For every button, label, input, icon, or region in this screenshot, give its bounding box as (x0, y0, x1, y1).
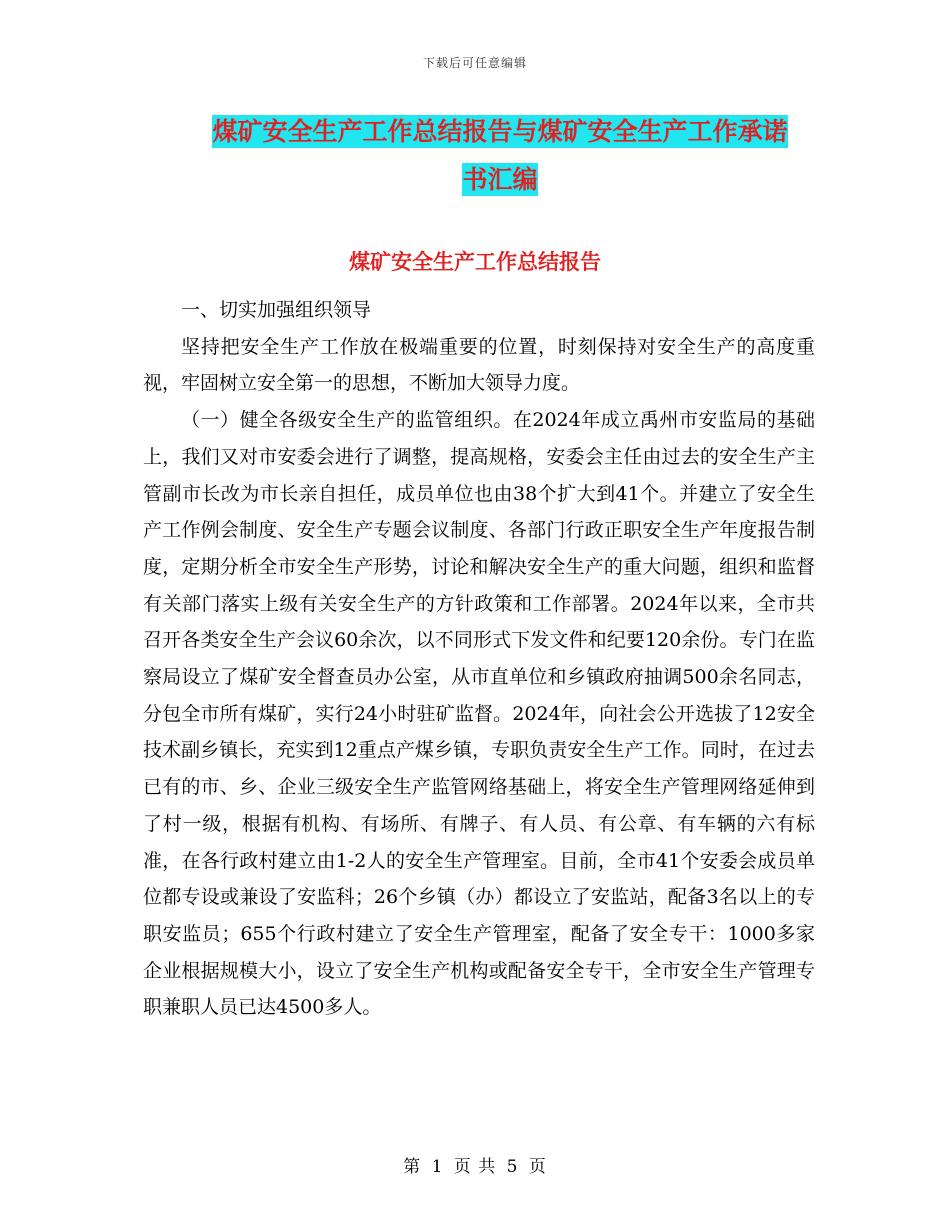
page-footer (0, 1152, 950, 1177)
document-title (140, 108, 860, 204)
section-title: 煤矿安全生产工作总结报告 (349, 250, 601, 274)
document-title-line-2: 书汇编 (462, 165, 538, 194)
heading-organization: 一、切实加强组织领导 (181, 299, 372, 321)
paragraph-intro: 坚持把安全生产工作放在极端重要的位置，时刻保持对安全生产的高度重视，牢固树立安全第一的思想，不断加大领导力度。 (143, 335, 815, 395)
paragraph-supervision: （一）健全各级安全生产的监管组织。在2024年成立禹州市安监局的基础上，我们又对市安委会进行了调整，提高规格，安委会主任由过去的安全生产主管副市长改为市长亲自担任，成员单位也由38个扩大到41个。并建立了安全生产工作例会制度、安全生产专题会议制度、各部门行政正职安全生产年度报告制度，定期分析全市安全生产形势，讨论和解决安全生产的重大问题，组织和监督有关部门落实上级有关安全生产的方针政策和工作部署。2024年以来，全市共召开各类安全生产会议60余次，以不同形式下发文件和纪要120余份。专门在监察局设立了煤矿安全督查员办公室，从市直单位和乡镇政府抽调500余名同志，分包全市所有煤矿，实行24小时驻矿监督。2024年，向社会公开选拔了12安全技术副乡镇长，充实到12重点产煤乡镇，专职负责安全生产工作。同时，在过去已有的市、乡、企业三级安全生产监管网络基础上，将安全生产管理网络延伸到了村一级，根据有机构、有场所、有牌子、有人员、有公章、有车辆的六有标准，在各行政村建立由1-2人的安全生产管理室。目前，全市41个安委会成员单位都专设或兼设了安监科；26个乡镇（办）都设立了安监站，配备3名以上的专职安监员；655个行政村建立了安全生产管理室，配备了安全专干：1000多家企业根据规模大小，设立了安全生产机构或配备安全专干，全市安全生产管理专职兼职人员已达4500多人。 (143, 409, 815, 1019)
footer-total-pages: 5 (506, 1157, 519, 1177)
document-title-line-1: 煤矿安全生产工作总结报告与煤矿安全生产工作承诺 (212, 117, 788, 146)
body-text (143, 292, 815, 1026)
footer-page-number: 1 (431, 1157, 444, 1177)
footer-suffix: 页 (528, 1157, 547, 1177)
footer-middle: 页 共 (453, 1157, 497, 1177)
header-note: 下载后可任意编辑 (422, 56, 527, 70)
footer-prefix: 第 (403, 1157, 422, 1177)
